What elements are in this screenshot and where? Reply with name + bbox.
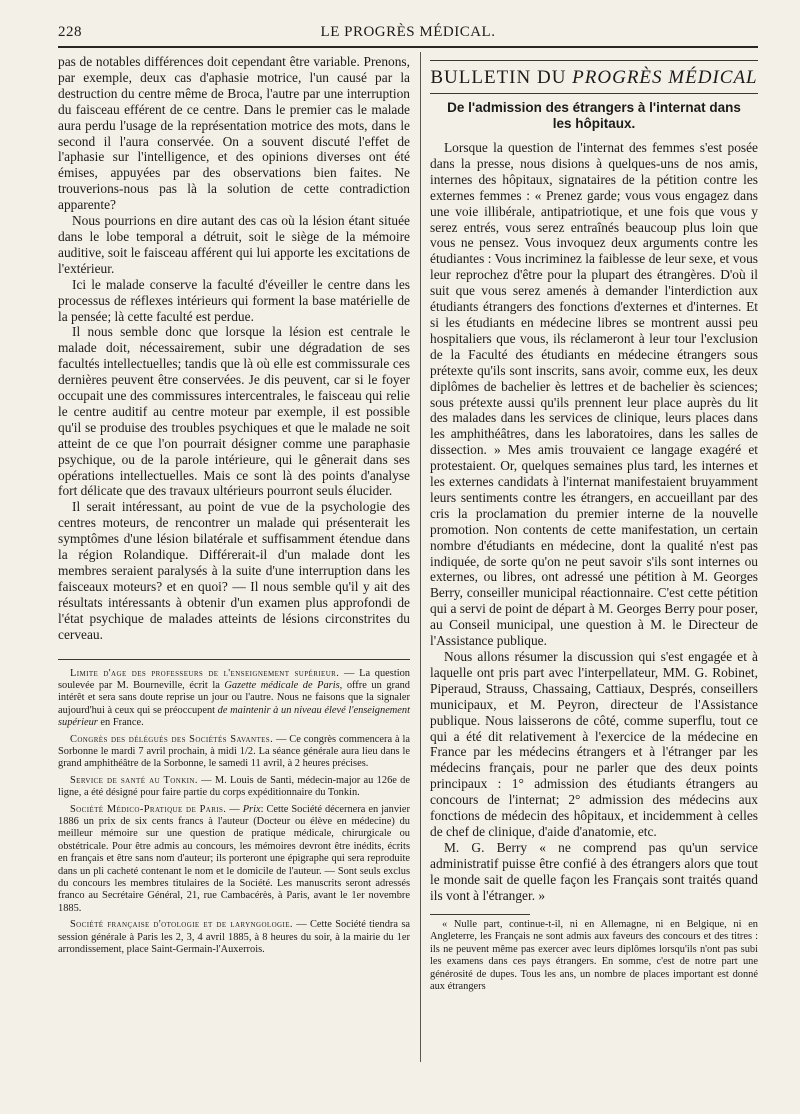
footnote: « Nulle part, continue-t-il, ni en Allemagne, ni en Belgique, ni en Angleterre, les Français ne sont admis aux faveurs des concours et des titres : ils ne peuvent même pas exercer avec leurs diplômes lorsqu'ils n'ont pas subi les examens dans ces pays étrangers. En somme, c'est de notre part une générosité de dupes. Tous les ans, un nombre de places important est donné aux étrangers [430, 918, 758, 993]
news-note [58, 734, 410, 771]
news-note [58, 919, 410, 956]
page-number: 228 [58, 24, 82, 40]
note-body: — Cette Société tiendra sa session générale à Paris les 2, 3, 4 avril 1885, à 8 heures du soir, à la mairie du 1er arrondissement, place Saint-Germain-l'Auxerrois. [58, 919, 410, 956]
bulletin-header [430, 60, 758, 94]
body-paragraph: Nous pourrions en dire autant des cas où la lésion étant située dans le lobe temporal a détruit, soit le siège de la mémoire auditive, soit le faisceau afférent qui lui apporte les excitations de l'extérieur. [58, 213, 410, 276]
note-heading: Société française d'otologie et de laryngologie. [70, 919, 293, 931]
note-body: — La question soulevée par M. Bourneville, écrit la [58, 667, 410, 691]
right-column [430, 54, 758, 994]
body-paragraph: Ici le malade conserve la faculté d'éveiller le centre dans les processus de réflexes intérieurs qui forment la base matérielle de la pensée; là cette faculté est perdue. [58, 276, 410, 324]
note-body: — M. Louis de Santi, médecin-major au 126e de ligne, a été désigné pour faire partie du corps expéditionnaire du Tonkin. [58, 774, 410, 799]
note-body: en France. [97, 717, 144, 729]
note-body: : Cette Société décernera en janvier 1886 un prix de six cents francs à l'auteur (Docteur ou élève en médecine) du meilleur mémoire sur une question de pratique médicale, chirurgicale ou obstétricale. Pour être admis au concours, les mémoires devront être inédits, écrits en français et être sans nom d'auteur; ils porteront une épigraphe qui sera reproduite dans un pli cacheté contenant le nom et le domicile de l'auteur. — Sont seuls exclus du concours les membres titulaires de la Société. Les manuscrits seront adressés franco au Secrétaire Général, 21, rue Cambacérès, à Paris, avant le 1er novembre 1885. [58, 803, 410, 914]
note-heading: Congrès des délégués des Sociétés Savantes. [70, 733, 274, 745]
body-paragraph: M. G. Berry « ne comprend pas qu'un service administratif puisse être confié à des étrangers alors que tout le monde sait de quelle façon les Français sont traités quand ils vont à l'étranger. » [430, 839, 758, 903]
body-paragraph: Nous allons résumer la discussion qui s'est engagée et à laquelle ont pris part avec l'interpellateur, MM. G. Robinet, Piperaud, Strauss, Chassaing, Cattiaux, Després, conseillers municipaux, et M. Peyron, directeur de l'Assistance publique. Nous laisserons de côté, comme superflu, tout ce qui a été dit relativement à l'exercice de la médecine en France par les médecins étrangers et à l'étranger par les médecins français, pour ne parler que des deux points principaux : 1° admission des étudiants étrangers au concours de l'internat; 2° admission des médecins aux fonctions de médecin des hôpitaux, et incidemment à celles de chef de clinique, d'aide d'anatomie, etc. [430, 649, 758, 839]
note-body: , offre un grand intérêt et sera sans doute reprise un jour ou l'autre. Nous ne faisons que la signaler aujourd'hui à ceux qui se préoccupent [58, 679, 410, 716]
body-paragraph: Il serait intéressant, au point de vue de la psychologie des centres moteurs, de rencontrer un malade qui présenterait les symptômes d'une lésion bilatérale et suffisamment étendue dans la région Rolandique. Différerait-il d'un malade dont les membres seraient paralysés à la suite d'une interruption dans les faisceaux moteurs? et en quoi? — Il nous semble qu'il y ait des résultats intéressants à obtenir d'un examen plus approfondi de l'état psychique de malades atteints de lésions circonstrites du cerveau. [58, 499, 410, 642]
note-body: — [226, 803, 243, 815]
note-italic: de maintenir à un niveau élevé l'enseignement supérieur [58, 704, 411, 729]
header-rule [58, 46, 758, 48]
news-note [58, 775, 410, 800]
bulletin-title-plain: BULLETIN DU [430, 67, 573, 88]
body-paragraph: pas de notables différences doit cependant être variable. Prenons, par exemple, deux cas d'aphasie motrice, l'un causé par la destruction du centre même de Broca, l'autre par une interruption du faisceau efférent de ce centre. Dans le premier cas le malade aura perdu l'usage de la représentation motrice des mots, dans le second il l'aura conservée. On a souvent discuté l'effet de l'aphasie sur l'intelligence, et des opinions diverses ont été émises, appuyées par des observations bien faites. Ne trouverions-nous pas là la solution de cette contradiction apparente? [58, 54, 410, 213]
left-column [58, 54, 410, 960]
body-paragraph: Il nous semble donc que lorsque la lésion est centrale le malade doit, nécessairement, subir une dégradation de ses facultés intellectuelles; tandis que là où elle est commissurale ces dernières peuvent être conservées. Je dis peuvent, car si le foyer occupait une des commissures intercentrales, le faisceau qui relie le centre auditif au centre moteur par exemple, il est possible qu'il se produise des troubles psychiques et que le malade ne soit atteint de ce que l'on pourrait désigner comme une paraphasie psychique, ou de la parole intérieure, qui le gênerait dans ses opérations intellectuelles. Mais ce sont là des points d'analyse fort délicate que des travaux ultérieurs pourront seuls élucider. [58, 324, 410, 499]
note-body: — Ce congrès commencera à la Sorbonne le mardi 7 avril prochain, à midi 1/2. La séance générale aura lieu dans le grand amphithéâtre de la Sorbonne, le samedi 11 avril, à 2 heures précises. [58, 733, 410, 770]
note-heading: Service de santé au Tonkin. [70, 774, 198, 786]
journal-title: LE PROGRÈS MÉDICAL. [320, 24, 496, 40]
bulletin-title-italic: PROGRÈS MÉDICAL [572, 67, 758, 88]
column-divider [420, 52, 421, 1062]
note-italic: Gazette médicale de Paris [224, 679, 340, 691]
note-heading: Société Médico-Pratique de Paris. [70, 803, 227, 815]
article-title: De l'admission des étrangers à l'internat dans les hôpitaux. [447, 100, 741, 131]
bulletin-title [430, 67, 758, 89]
note-italic: Prix [242, 803, 261, 815]
news-note [58, 804, 410, 916]
notes-divider [58, 659, 410, 660]
footnote-divider [430, 914, 530, 915]
news-notes [58, 668, 410, 957]
body-paragraph: Lorsque la question de l'internat des femmes s'est posée dans la presse, nous disions à quelques-uns de nos amis, internes des hôpitaux, signataires de la pétition contre les externes femmes : « Prenez garde; vous vous engagez dans une voie illibérale, antipatriotique, et une fois que vous y serez entrés, vous serez entraînés beaucoup plus loin que vous ne pensez. Vous invoquez deux arguments contre les étudiantes : Vous incriminez la faiblesse de leur sexe, et vous leur reprochez d'être pour la plupart des étrangères. D'où il suit que vous serez amenés à demander l'interdiction aux étudiants étrangers des fonctions d'externes et d'internes. Et si les étudiants en médecine libres se montrent aussi peu hospitaliers que vous, ils réclameront à leur tour l'exclusion de la Faculté des étudiants en médecine étrangers sous prétexte qu'ils sont inscrits, sans avoir, comme eux, les deux diplômes de bachelier ès lettres et de bachelier ès sciences; sous prétexte aussi qu'ils prennent leur place auprès du lit des malades dans les services de clinique, leurs places dans les amphithéâtres, dans les laboratoires, dans les salles de dissection. » Mes amis trouvaient ce langage exagéré et protestaient. Or, quelques semaines plus tard, les internes et les externes candidats à l'internat manifestaient bruyamment leurs sentiments contre les étrangers, en accueillant par des cris la proclamation du premier interne de la nouvelle promotion. Non contents de cette manifestation, un certain nombre d'étudiants en médecine, dont la qualité n'est pas indiquée, de sorte qu'on ne peut savoir s'ils sont internes ou externes, ou libres, ont adressé une pétition à M. Georges Berry, conseiller municipal réactionnaire. C'est cette pétition qui a servi de point de départ à M. Georges Berry pour poser, au Conseil municipal, une question à M. le Directeur de l'Assistance publique. [430, 140, 758, 649]
running-head [58, 22, 758, 44]
note-heading: Limite d'age des professeurs de l'enseignement supérieur. [70, 667, 340, 679]
news-note [58, 668, 410, 730]
